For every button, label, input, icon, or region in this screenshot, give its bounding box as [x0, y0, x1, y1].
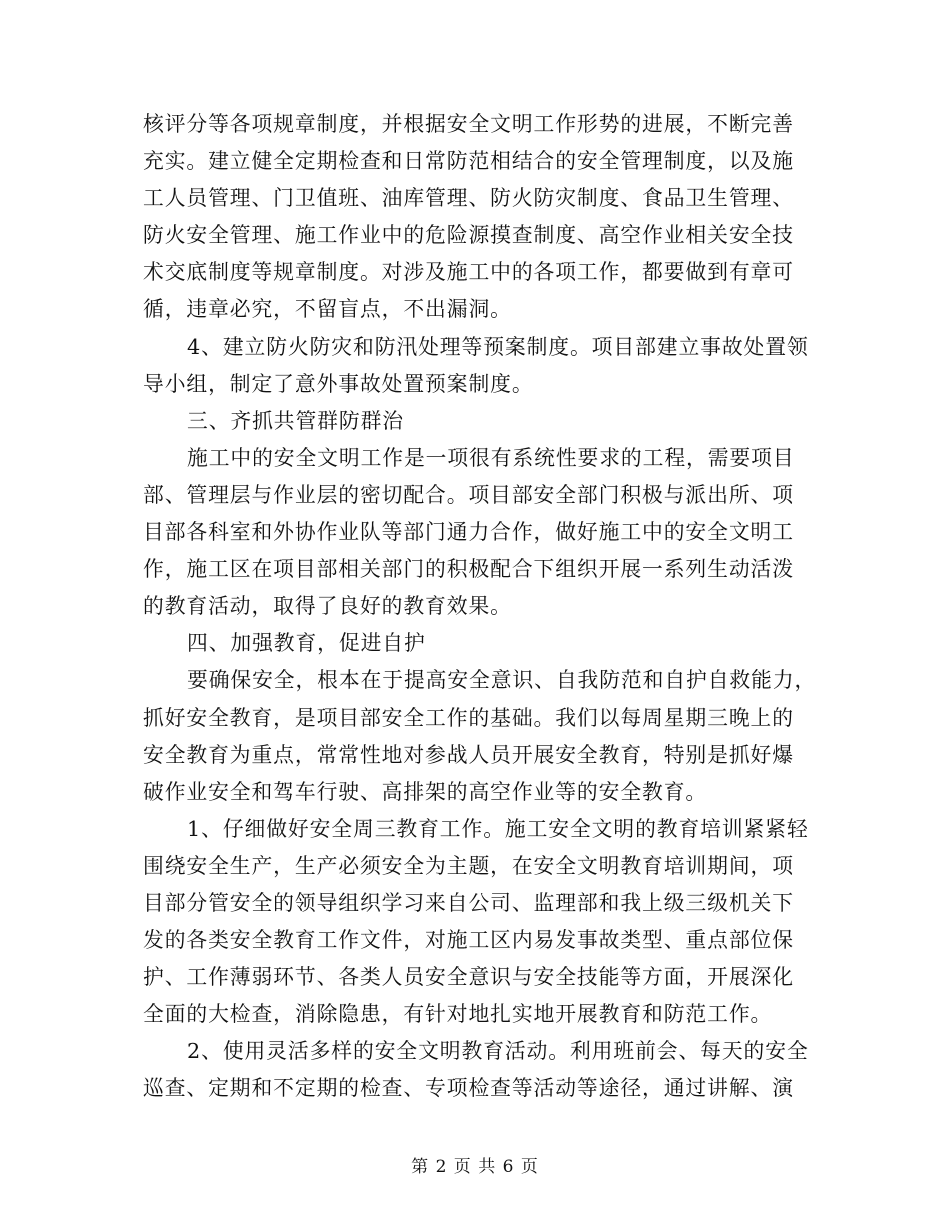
text-line: 的教育活动，取得了良好的教育效果。	[143, 594, 512, 619]
text-line: 1、仔细做好安全周三教育工作。施工安全文明的教育培训紧紧轻	[187, 816, 809, 841]
text-line: 充实。建立健全定期检查和日常防范相结合的安全管理制度，以及施	[143, 149, 794, 174]
text-line: 四、加强教育，促进自护	[187, 631, 426, 656]
text-line: 循，违章必究，不留盲点，不出漏洞。	[143, 297, 512, 322]
text-line: 要确保安全，根本在于提高安全意识、自我防范和自护自救能力，	[187, 668, 817, 693]
text-line: 4、建立防火防灾和防汛处理等预案制度。项目部建立事故处置领	[187, 334, 809, 359]
text-line: 导小组，制定了意外事故处置预案制度。	[143, 371, 534, 396]
text-line: 防火安全管理、施工作业中的危险源摸查制度、高空作业相关安全技	[143, 223, 794, 248]
text-line: 术交底制度等规章制度。对涉及施工中的各项工作，都要做到有章可	[143, 260, 794, 285]
page-footer: 第 2 页 共 6 页	[411, 1157, 539, 1177]
text-line: 发的各类安全教育工作文件，对施工区内易发事故类型、重点部位保	[143, 928, 794, 953]
text-line: 部、管理层与作业层的密切配合。项目部安全部门积极与派出所、项	[143, 482, 794, 507]
text-line: 破作业安全和驾车行驶、高排架的高空作业等的安全教育。	[143, 779, 708, 804]
text-line: 核评分等各项规章制度，并根据安全文明工作形势的进展，不断完善	[143, 112, 794, 136]
text-line: 三、齐抓共管群防群治	[187, 408, 404, 433]
text-line: 护、工作薄弱环节、各类人员安全意识与安全技能等方面，开展深化	[143, 965, 794, 990]
text-line: 抓好安全教育，是项目部安全工作的基础。我们以每周星期三晚上的	[143, 705, 794, 730]
text-line: 2、使用灵活多样的安全文明教育活动。利用班前会、每天的安全	[187, 1039, 809, 1064]
text-line: 施工中的安全文明工作是一项很有系统性要求的工程，需要项目	[187, 445, 795, 470]
text-line: 围绕安全生产，生产必须安全为主题，在安全文明教育培训期间，项	[143, 853, 794, 878]
text-line: 目部分管安全的领导组织学习来自公司、监理部和我上级三级机关下	[143, 890, 794, 915]
text-line: 安全教育为重点，常常性地对参战人员开展安全教育，特别是抓好爆	[143, 742, 794, 767]
document-body	[143, 106, 817, 1108]
text-line: 工人员管理、门卫值班、油库管理、防火防灾制度、食品卫生管理、	[143, 186, 794, 211]
text-line: 作，施工区在项目部相关部门的积极配合下组织开展一系列生动活泼	[143, 557, 794, 582]
text-line: 目部各科室和外协作业队等部门通力合作，做好施工中的安全文明工	[143, 520, 794, 545]
text-line: 全面的大检查，消除隐患，有针对地扎实地开展教育和防范工作。	[143, 1002, 773, 1027]
text-line: 巡查、定期和不定期的检查、专项检查等活动等途径，通过讲解、演	[143, 1076, 794, 1101]
